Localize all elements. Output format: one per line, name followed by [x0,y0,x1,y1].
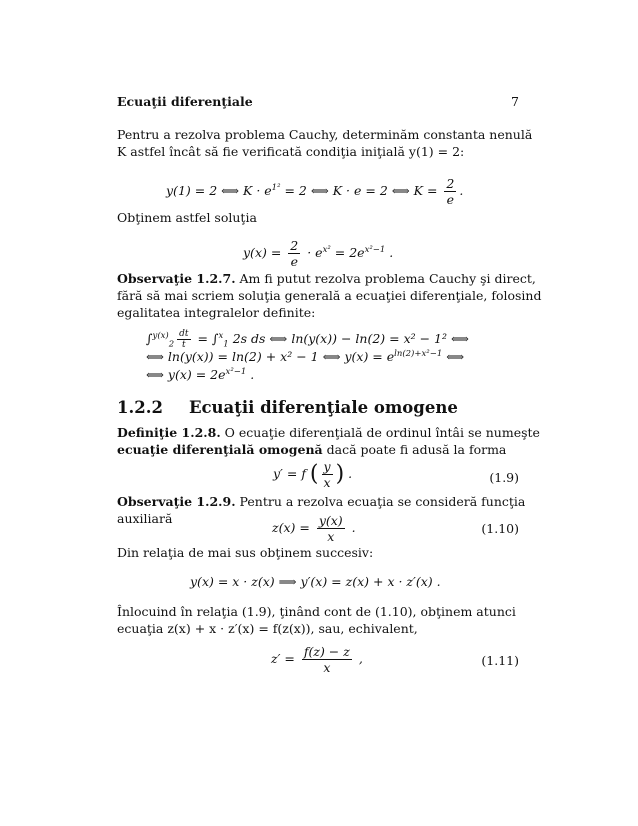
section-title: Ecuaţii diferenţiale omogene [188,398,458,417]
eq111-numerator: f(z) − z [303,644,350,659]
eq1-denominator: e [446,192,455,207]
paragraph-2: Obţinem astfel soluţia [117,210,257,225]
eq3-line-3-exponent: x²−1 [225,367,247,377]
eq2-left: y(x) = [243,245,286,260]
eq3-line-2-end: ⟺ [442,349,465,365]
integral-2-lower-limit: 1 [223,339,229,350]
eq1-end: . [459,183,464,198]
definition-1-2-8-line-1 [117,425,540,441]
equation-number-1-10: (1.10) [481,521,519,536]
eq2-middle-2: = 2e [330,245,365,260]
page-number: 7 [511,94,519,109]
observation-1-2-7-line-1 [117,271,536,287]
eq19-numerator: y [323,459,331,474]
eq111-denominator: x [323,660,331,675]
eq3-line-3-text: ⟺ y(x) = 2e [146,367,226,383]
equation-1-11 [271,644,363,675]
equation-substitution: y(x) = x · z(x) ⟹ y′(x) = z(x) + x · z′(x) . [190,574,441,589]
eq111-end: , [354,651,363,666]
observation-1-2-7-label: Observaţie 1.2.7. [117,271,236,286]
paragraph-4-line-1: Înlocuind în relaţia (1.9), ţinând cont de (1.10), obţinem atunci [117,604,516,619]
eq1-left: y(1) = 2 ⟺ K · e [166,183,272,198]
eq2-fraction [288,238,300,269]
eq3-line-2-text: ⟺ ln(y(x)) = ln(2) + x² − 1 ⟺ y(x) = e [146,349,395,365]
integral-fraction-numerator: dt [179,329,189,340]
eq110-end: . [347,520,356,535]
eq110-numerator: y(x) [318,513,343,528]
observation-1-2-7-text: Am fi putut rezolva problema Cauchy şi direct, [235,271,536,286]
eq3-equals: = [193,331,212,347]
paragraph-1-line-1: Pentru a rezolva problema Cauchy, determinăm constanta nenulă [117,127,533,142]
eq19-left-paren: ( [309,461,319,487]
eq2-exponent-1: x² [322,244,331,255]
equation-1-10 [272,513,356,544]
observation-1-2-7-line-2: fără să mai scriem soluţia generală a ecuaţiei diferenţiale, folosind [117,288,542,303]
integral-sign-2: ∫ [211,331,219,347]
integral-1-upper-limit: y(x) [152,331,169,341]
section-heading [117,398,458,418]
equation-cauchy-constant [166,176,463,207]
eq2-middle: · e [303,245,323,260]
observation-1-2-9-label: Observaţie 1.2.9. [117,494,236,509]
equation-number-1-11: (1.11) [481,653,519,668]
integral-2-upper-limit: x [218,331,224,341]
equation-number-1-9: (1.9) [489,470,519,485]
equation-integral-line-2 [146,346,464,365]
eq111-fraction [302,644,352,675]
eq1-numerator: 2 [446,176,455,191]
eq1-fraction [444,176,456,207]
eq1-middle: = 2 ⟺ K · e = 2 ⟺ K = [280,183,442,198]
equation-1-9 [273,459,352,490]
eq1-exponent: 1² [271,182,281,193]
observation-1-2-9-line-1 [117,494,525,510]
equation-integral-line-3 [146,364,254,383]
running-header-title: Ecuaţii diferenţiale [117,94,253,109]
eq110-left: z(x) = [272,520,314,535]
eq111-left: z′ = [271,651,299,666]
definition-term: ecuaţie diferenţială omogenă [117,442,323,457]
paragraph-3: Din relaţia de mai sus obţinem succesiv: [117,545,374,560]
eq110-denominator: x [327,529,335,544]
integral-sign-1: ∫ [146,331,153,347]
equation-solution [243,238,393,269]
eq2-end: . [385,245,394,260]
eq19-left: y′ = f [273,466,310,481]
eq19-right-paren: ) [335,461,345,487]
eq3-line-2-exponent: ln(2)+x²−1 [394,349,443,359]
definition-1-2-8-text-2: dacă poate fi adusă la forma [322,442,507,457]
eq2-exponent-2: x²−1 [364,244,386,255]
eq19-denominator: x [323,475,331,490]
eq3-rest-line-1: 2s ds ⟺ ln(y(x)) − ln(2) = x² − 1² ⟺ [228,331,469,347]
integral-fraction-denominator: t [182,340,186,351]
eq3-line-3-end: . [246,367,255,383]
eq2-denominator: e [290,254,298,269]
paragraph-1-line-2: K astfel încât să fie verificată condiţia iniţială y(1) = 2: [117,144,465,159]
eq2-numerator: 2 [290,238,299,253]
eq19-fraction [322,459,333,490]
paragraph-4-line-2: ecuaţia z(x) + x · z′(x) = f(z(x)), sau, echivalent, [117,621,418,636]
definition-1-2-8-label: Definiţie 1.2.8. [117,425,221,440]
observation-1-2-7-line-3: egalitatea integralelor definite: [117,305,316,320]
observation-1-2-9-text: Pentru a rezolva ecuaţia se consideră funcţia [235,494,526,509]
definition-1-2-8-text: O ecuaţie diferenţială de ordinul întâi se numeşte [220,425,540,440]
integral-1-lower-limit: 2 [168,339,175,350]
observation-1-2-9-line-2: auxiliară [117,511,173,526]
eq110-fraction [317,513,345,544]
eq19-end: . [344,466,353,481]
section-number: 1.2.2 [117,398,163,417]
definition-1-2-8-line-2 [117,442,506,458]
